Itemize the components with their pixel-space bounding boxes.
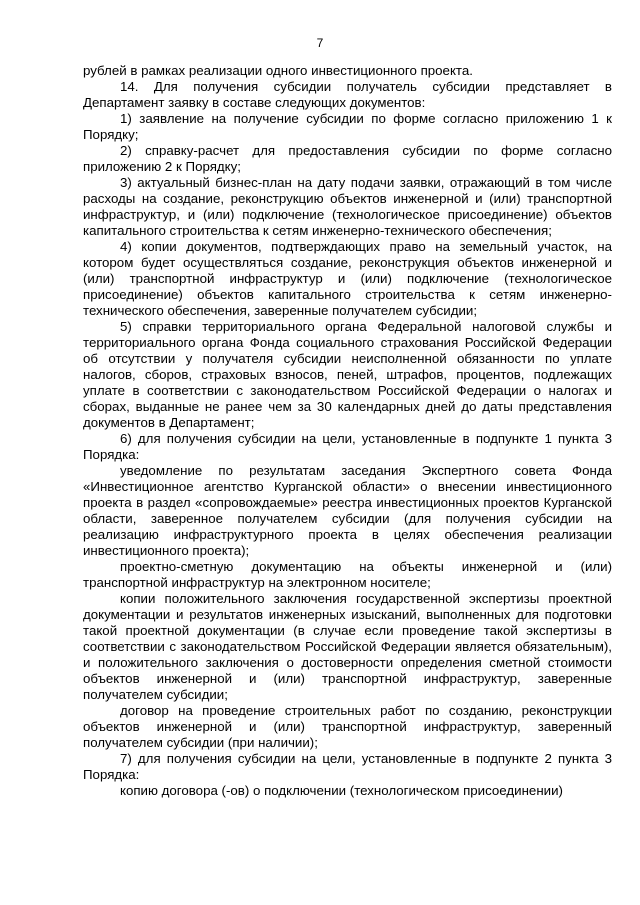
list-item-2: 2) справку-расчет для предоставления субсидии по форме согласно приложению 2 к Порядку; [83,143,612,174]
sub-item-construction-contract: договор на проведение строительных работ по созданию, реконструкции объектов инженерной и (или) транспортной инфраструктур, заверенный получателем субсидии (при наличии); [83,703,612,750]
paragraph: рублей в рамках реализации одного инвестиционного проекта. [83,63,473,78]
sub-item-connection-contract: копию договора (-ов) о подключении (технологическом присоединении) [120,783,563,798]
sub-item-notification: уведомление по результатам заседания Экспертного совета Фонда «Инвестиционное агентство Курганской области» о внесении инвестиционного проекта в раздел «сопровождаемые» реестра инвестиционных проектов Курганской области, заверенное получателем субсидии (для получения субсидии на реализацию инфраструктурного проекта в целях обеспечения реализации инвестиционного проекта); [83,463,612,558]
list-item-7: 7) для получения субсидии на цели, установленные в подпункте 2 пункта 3 Порядка: [83,751,612,782]
sub-item-expertise-copies: копии положительного заключения государственной экспертизы проектной документации и результатов инженерных изысканий, выполненных для подготовки такой проектной документации (в случае если проведение такой экспертизы в соответствии с законодательством Российской Федерации является обязательным), и положительного заключения о достоверности определения сметной стоимости объектов инженерной и (или) транспортной инфраструктур, заверенные получателем субсидии; [83,591,612,702]
list-item-4: 4) копии документов, подтверждающих право на земельный участок, на котором будет осуществляться создание, реконструкция объектов инженерной и (или) транспортной инфраструктур и (или) подключение (технологическое присоединение) объектов капитального строительства к сетям инженерно-технического обеспечения, заверенные получателем субсидии; [83,239,612,318]
list-item-1: 1) заявление на получение субсидии по форме согласно приложению 1 к Порядку; [83,111,612,142]
document-body [83,63,612,799]
list-item-3: 3) актуальный бизнес-план на дату подачи заявки, отражающий в том числе расходы на создание, реконструкцию объектов инженерной и (или) транспортной инфраструктур, и (или) подключение (технологическое присоединение) объектов капитального строительства к сетям инженерно-технического обеспечения; [83,175,612,238]
list-item-5: 5) справки территориального органа Федеральной налоговой службы и территориального органа Фонда социального страхования Российской Федерации об отсутствии у получателя субсидии неисполненной обязанности по уплате налогов, сборов, страховых взносов, пеней, штрафов, процентов, подлежащих уплате в соответствии с законодательством Российской Федерации о налогах и сборах, выданные не ранее чем за 30 календарных дней до даты представления документов в Департамент; [83,319,612,430]
paragraph-clause-14: 14. Для получения субсидии получатель субсидии представляет в Департамент заявку в составе следующих документов: [83,79,612,110]
sub-item-design-documentation: проектно-сметную документацию на объекты инженерной и (или) транспортной инфраструктур на электронном носителе; [83,559,612,590]
page-number: 7 [316,36,324,50]
list-item-6: 6) для получения субсидии на цели, установленные в подпункте 1 пункта 3 Порядка: [83,431,612,462]
